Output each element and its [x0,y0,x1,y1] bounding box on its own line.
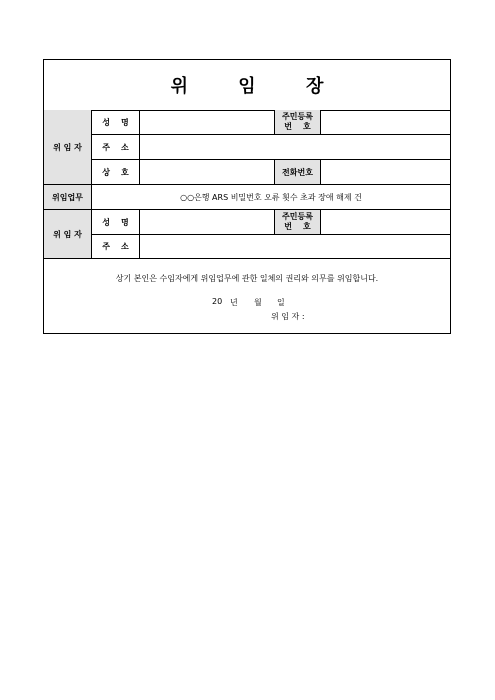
power-of-attorney-form [43,59,451,334]
form-footer [44,259,450,333]
delegator-rrn-label [275,110,321,135]
delegate-rrn-label-line1: 주민등록 [282,212,313,221]
delegate-name-label: 성 명 [92,210,140,235]
delegate-section-label: 위 임 자 [44,210,92,259]
delegator-rrn-label-line2: 번 호 [284,122,311,131]
delegate-rrn-label-line2: 번 호 [284,222,311,231]
delegator-business-field[interactable] [140,160,275,185]
year-unit: 년 [230,298,238,307]
delegator-section-label: 위 임 자 [44,110,92,185]
delegate-rrn-label [275,210,321,235]
delegator-phone-field[interactable] [321,160,450,185]
delegate-address-label: 주 소 [92,235,140,259]
form-title: 위 임 장 [44,60,450,111]
delegator-name-field[interactable] [140,110,275,135]
delegator-rrn-field[interactable] [321,110,450,135]
day-unit: 일 [277,298,285,307]
delegate-address-field[interactable] [140,235,450,259]
delegate-name-field[interactable] [140,210,275,235]
task-value: ○○은행 ARS 비밀번호 오류 횟수 초과 장애 해제 건 [92,185,450,210]
signer-label: 위 임 자 : [271,312,305,321]
delegator-phone-label: 전화번호 [275,160,321,185]
month-unit: 월 [254,298,262,307]
task-label: 위임업무 [44,185,92,210]
delegator-business-label: 상 호 [92,160,140,185]
delegation-statement: 상기 본인은 수임자에게 위임업무에 관한 일체의 권리와 의무를 위임합니다. [115,274,379,283]
delegator-address-label: 주 소 [92,135,140,160]
year-prefix: 20 [212,297,223,306]
delegator-rrn-label-line1: 주민등록 [282,112,313,121]
delegator-address-field[interactable] [140,135,450,160]
delegator-name-label: 성 명 [92,110,140,135]
delegate-rrn-field[interactable] [321,210,450,235]
